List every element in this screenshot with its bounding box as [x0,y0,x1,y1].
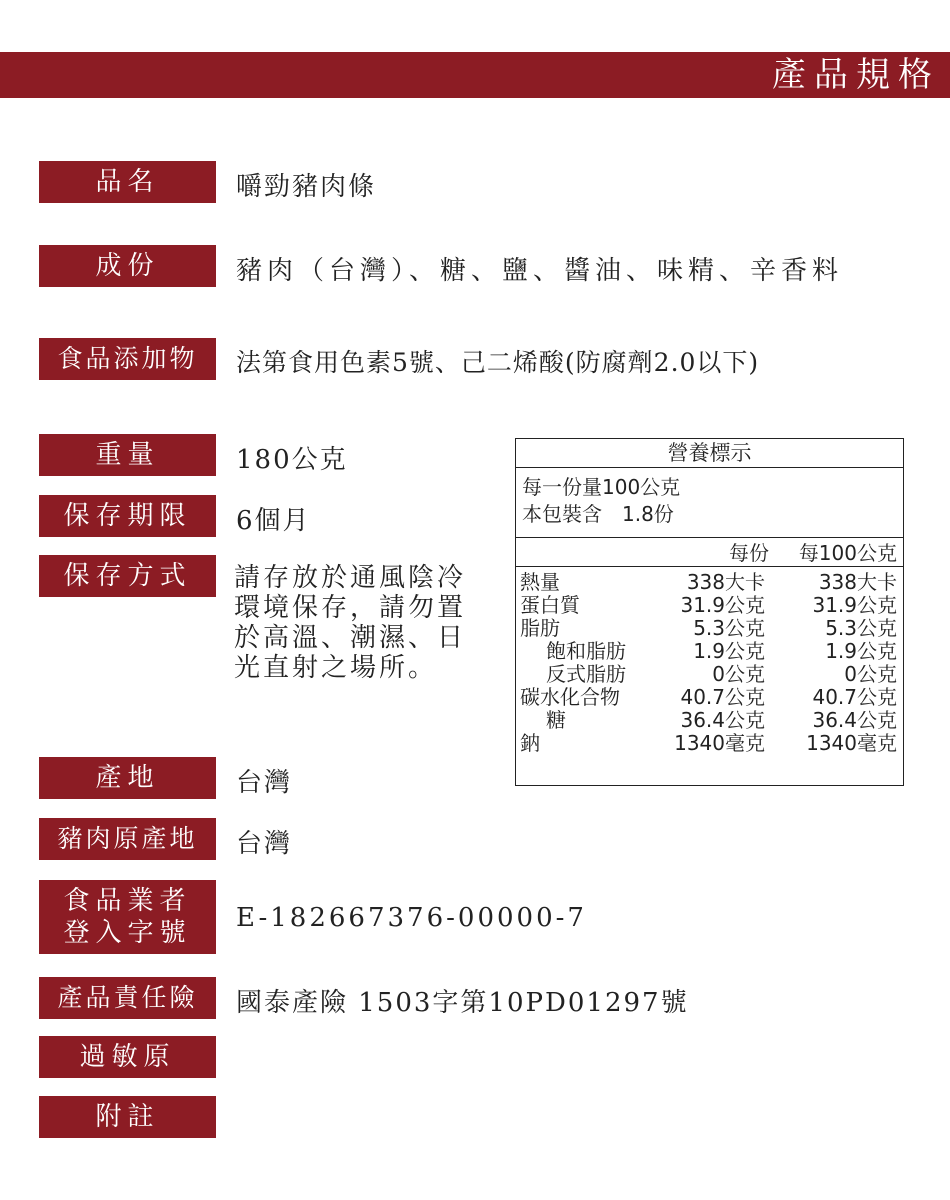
nutrient-per-serving: 36.4公克 [680,708,765,732]
nutrient-per-serving: 1.9公克 [693,639,765,663]
value-liability-insurance: 國泰產險 1503字第10PD01297號 [236,988,689,1018]
nutrition-row-sugar [516,709,903,732]
nutrient-per-100g: 40.7公克 [812,685,897,709]
label-allergens: 過敏原 [39,1036,216,1078]
value-additives: 法第食用色素5號、己二烯酸(防腐劑2.0以下) [236,348,760,377]
nutrition-title: 營養標示 [516,439,903,468]
nutrient-per-100g: 1340毫克 [806,731,897,755]
nutrient-name: 糖 [546,708,566,732]
label-additives: 食品添加物 [39,338,216,380]
nutrition-serving-size: 每一份量100公克 [522,475,681,499]
label-product-name: 品名 [39,161,216,203]
nutrition-row-energy [516,571,903,594]
label-origin: 產地 [39,757,216,799]
nutrient-name: 碳水化合物 [520,685,620,709]
label-weight: 重量 [39,434,216,476]
nutrition-rows [516,566,903,755]
nutrient-per-100g: 338大卡 [818,570,897,594]
page-title: 產品規格 [772,55,940,95]
nutrient-name: 熱量 [520,570,560,594]
nutrient-name: 蛋白質 [520,593,580,617]
nutrition-row-carbohydrate [516,686,903,709]
nutrient-per-100g: 36.4公克 [812,708,897,732]
value-pork-origin: 台灣 [236,829,293,859]
column-per-serving: 每份 [729,541,769,565]
nutrient-name: 脂肪 [520,616,560,640]
nutrient-per-serving: 5.3公克 [693,616,765,640]
label-business-registration-line2: 登入字號 [63,918,192,948]
nutrient-name: 反式脂肪 [546,662,626,686]
nutrition-row-protein [516,594,903,617]
label-notes: 附註 [39,1096,216,1138]
nutrient-name: 鈉 [520,731,540,755]
label-storage: 保存方式 [39,555,216,597]
label-pork-origin: 豬肉原產地 [39,818,216,860]
value-ingredients: 豬肉（台灣）、糖、鹽、醬油、味精、辛香料 [236,256,844,286]
nutrient-per-serving: 0公克 [712,662,765,686]
value-shelf-life: 6個月 [236,506,311,536]
nutrition-row-trans-fat [516,663,903,686]
nutrition-row-saturated-fat [516,640,903,663]
label-business-registration-line1: 食品業者 [63,886,192,916]
nutrition-column-header [516,537,903,566]
nutrient-per-100g: 5.3公克 [825,616,897,640]
value-weight: 180公克 [236,445,348,475]
label-liability-insurance: 產品責任險 [39,977,216,1019]
nutrient-per-100g: 31.9公克 [812,593,897,617]
nutrient-per-serving: 40.7公克 [680,685,765,709]
nutrient-per-100g: 0公克 [844,662,897,686]
column-per-100g: 每100公克 [798,541,897,565]
label-business-registration [39,880,216,954]
label-ingredients: 成份 [39,245,216,287]
label-shelf-life: 保存期限 [39,495,216,537]
nutrition-row-fat [516,617,903,640]
nutrition-row-sodium [516,732,903,755]
value-storage: 請存放於通風陰冷環境保存，請勿置於高溫、潮濕、日光直射之場所。 [234,563,467,683]
nutrient-per-serving: 338大卡 [686,570,765,594]
value-origin: 台灣 [236,768,293,798]
nutrient-per-serving: 1340毫克 [674,731,765,755]
value-business-registration: E-182667376-00000-7 [236,903,587,933]
header-bar [0,52,950,98]
nutrition-table [515,438,904,786]
nutrient-per-serving: 31.9公克 [680,593,765,617]
value-product-name: 嚼勁豬肉條 [236,172,377,202]
nutrition-servings-per-package: 本包裝含 1.8份 [522,502,674,526]
nutrient-per-100g: 1.9公克 [825,639,897,663]
nutrient-name: 飽和脂肪 [546,639,626,663]
